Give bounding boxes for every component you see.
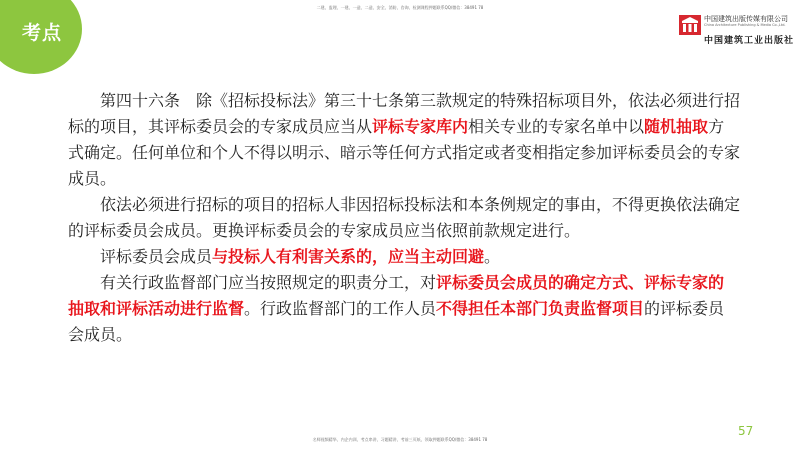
topic-badge-label: 考点 — [22, 22, 63, 44]
publisher-emblem-icon — [678, 13, 702, 37]
paragraph — [68, 88, 740, 192]
page-number: 57 — [738, 424, 754, 438]
paragraph — [68, 270, 740, 348]
publisher-name-cn: 中国建筑出版传媒有限公司 — [704, 15, 788, 23]
regulation-text — [68, 88, 740, 348]
footer-note: 名师视频精华、内企内训、考点串讲、习题精讲、考前三页纸、领取押题联系QQ/微信：38491 78 — [312, 437, 488, 442]
publisher-calligraphy: 中国建筑工业出版社 — [704, 36, 795, 46]
emphasis-text: 与投标人有利害关系的，应当主动回避 — [212, 247, 485, 266]
emphasis-text: 评标专家库内 — [372, 117, 469, 136]
body-text: 方式确定。任何单位和个人不得以明示、暗示等任何方式指定或者变相指定参加评标委员会的专家成员。 — [68, 117, 741, 188]
paragraph — [68, 192, 740, 244]
body-text: 第四十六条 除《招标投标法》第三十七条第三款规定的特殊招标项目外，依法必须进行招标的项目，其评标委员会的专家成员应当从 — [68, 91, 741, 136]
publisher-logo — [678, 13, 795, 46]
body-text: 相关专业的专家名单中以 — [468, 117, 645, 136]
body-text: 评标委员会成员 — [100, 247, 213, 266]
emphasis-text: 评标委员会成员的确定方式、评标专家的抽取和评标活动进行监督 — [68, 273, 725, 318]
publisher-name-en: China Architecture Publishing & Media Co.,Ltd. — [704, 23, 786, 27]
body-text: 的评标委员会成员。 — [68, 299, 725, 344]
header-note: 二建、监理、一建、一造、二造、安全、消防、咨询、检测课程押题联系QQ/微信：38491 78 — [316, 5, 484, 10]
body-text: 。行政监督部门的工作人员 — [244, 299, 437, 318]
emphasis-text: 随机抽取 — [644, 117, 709, 136]
body-text: 。 — [484, 247, 501, 266]
paragraph — [68, 244, 740, 270]
emphasis-text: 不得担任本部门负责监督项目 — [436, 299, 645, 318]
body-text: 依法必须进行招标的项目的招标人非因招标投标法和本条例规定的事由，不得更换依法确定的评标委员会成员。更换评标委员会的专家成员应当依照前款规定进行。 — [68, 195, 741, 240]
body-text: 有关行政监督部门应当按照规定的职责分工，对 — [100, 273, 437, 292]
